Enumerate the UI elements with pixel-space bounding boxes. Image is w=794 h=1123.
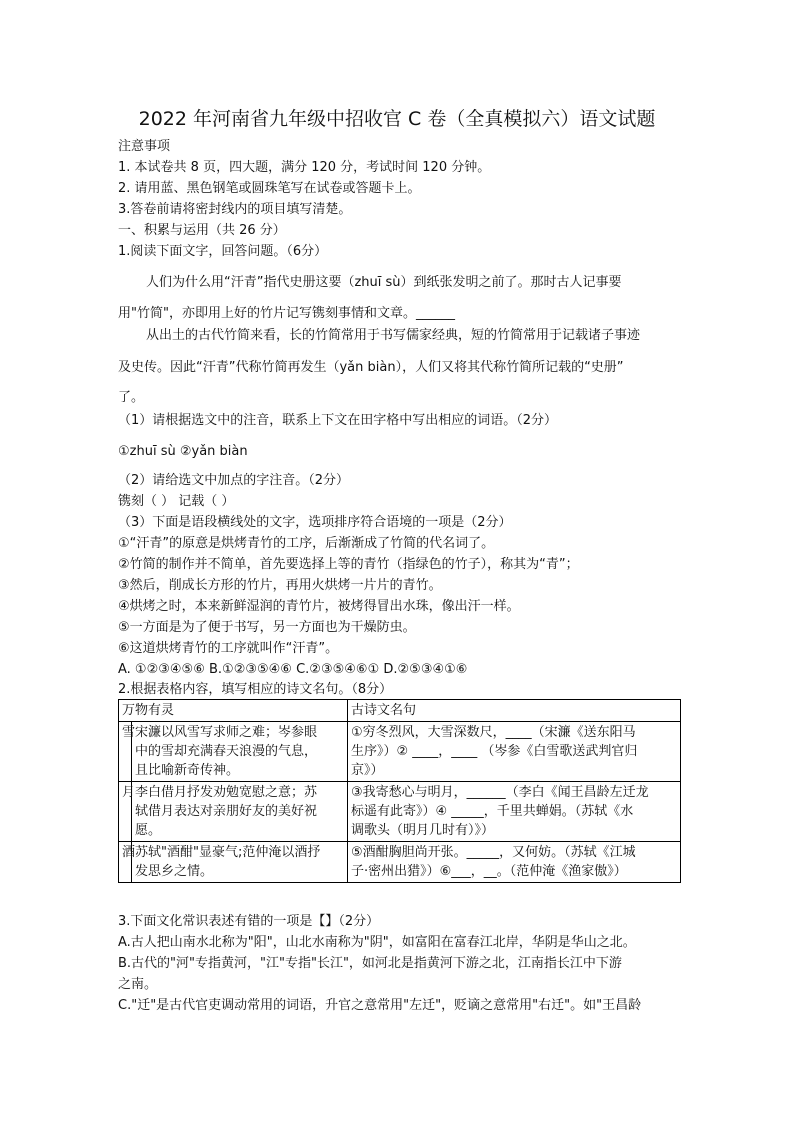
row-quote [348, 782, 681, 842]
row-category: 雪 [119, 722, 132, 782]
q1-sub2-items: 镌刻（ ） 记载（ ） [118, 494, 235, 509]
notice-item-2: 2. 请用蓝、黑色钢笔或圆珠笔写在试卷或答题卡上。 [118, 181, 421, 196]
q1-passage-line-1: 人们为什么用“汗青”指代史册这要（zhuī sù）到纸张发明之前了。那时古人记事要 [146, 275, 622, 290]
quote-line: 京》） [351, 763, 384, 778]
q1-sub3: （3）下面是语段横线处的文字，选项排序符合语境的一项是（2分） [118, 515, 512, 530]
q1-prompt: 1.阅读下面文字，回答问题。（6分） [118, 244, 328, 259]
desc-line: 李白借月抒发劝勉宽慰之意；苏 [135, 785, 318, 800]
q3-line-b: B.古代的"河"专指黄河，"江"专指"长江"，如河北是指黄河下游之北，江南指长江中下游 [118, 956, 622, 971]
notice-heading: 注意事项 [118, 139, 171, 154]
q1-passage-line-2: 用"竹简"，亦即用上好的竹片记写镌刻事情和文章。______ [118, 306, 455, 321]
notice-item-1: 1. 本试卷共 8 页，四大题，满分 120 分，考试时间 120 分钟。 [118, 160, 491, 175]
table-row [119, 782, 681, 842]
desc-line: 苏轼"酒酣"显豪气;范仲淹以酒抒 [135, 845, 321, 860]
desc-line: 中的雪却充满春天浪漫的气息， [135, 744, 318, 759]
quote-line: 标遥有此寄》）④ _____，千里共蝉娟。（苏轼《水 [351, 804, 634, 819]
row-description [132, 782, 348, 842]
row-category: 月 [119, 782, 132, 842]
q1-passage-line-3: 从出土的古代竹简来看，长的竹简常用于书写儒家经典，短的竹简常用于记载诸子事迹 [146, 328, 641, 343]
q1-option-4: ④烘烤之时，本来新鲜湿润的青竹片，被烤得冒出水珠，像出汗一样。 [118, 599, 520, 614]
q1-sub2: （2）请给选文中加点的字注音。（2分） [118, 473, 350, 488]
table-header-row [119, 700, 681, 722]
q1-option-5: ⑤一方面是为了便于书写，另一方面也为干燥防虫。 [118, 620, 416, 635]
row-category: 酒 [119, 842, 132, 883]
q1-choices: A. ①②③④⑤⑥ B.①②③⑤④⑥ C.②③⑤④⑥① D.②⑤③④①⑥ [118, 662, 468, 677]
notice-item-3: 3.答卷前请将密封线内的项目填写清楚。 [118, 202, 352, 217]
poem-table [118, 699, 681, 883]
row-quote [348, 842, 681, 883]
row-description [132, 842, 348, 883]
q3-line-a: A.古人把山南水北称为"阳"，山北水南称为"阴"，如富阳在富春江北岸，华阴是华山之北。 [118, 935, 636, 950]
table-row [119, 722, 681, 782]
header-cell-category: 万物有灵 [119, 700, 348, 722]
q2-prompt: 2.根据表格内容，填写相应的诗文名句。（8分） [118, 682, 393, 697]
q3-prompt: 3.下面文化常识表述有错的一项是【】（2分） [118, 914, 380, 929]
page-title: 2022 年河南省九年级中招收官 C 卷（全真模拟六）语文试题 [138, 108, 656, 130]
desc-line: 愿。 [135, 823, 162, 838]
row-quote [348, 722, 681, 782]
header-cell-quote: 古诗文名句 [348, 700, 681, 722]
q1-sub1: （1）请根据选文中的注音，联系上下文在田字格中写出相应的词语。（2分） [118, 413, 558, 428]
quote-line: ①穷冬烈风，大雪深数尺，____（宋濂《送东阳马 [351, 725, 636, 740]
desc-line: 且比喻新奇传神。 [135, 763, 240, 778]
table-row [119, 842, 681, 883]
quote-line: 子·密州出猎》）⑥___，__。（范仲淹《渔家傲》） [351, 864, 627, 879]
desc-line: 发思乡之情。 [135, 864, 214, 879]
section-heading: 一、积累与运用（共 26 分） [118, 223, 286, 238]
quote-line: 调歌头（明月几时有）》） [351, 823, 495, 838]
quote-line: ⑤酒酣胸胆尚开张。_____，又何妨。（苏轼《江城 [351, 845, 636, 860]
desc-line: 轼借月表达对亲朋好友的美好祝 [135, 804, 318, 819]
row-description [132, 722, 348, 782]
q1-option-3: ③然后，削成长方形的竹片，再用火烘烤一片片的青竹。 [118, 578, 442, 593]
q3-line-b-cont: 之南。 [118, 977, 158, 992]
q1-pinyin: ①zhuī sù ②yǎn biàn [118, 444, 248, 459]
q1-option-6: ⑥这道烘烤青竹的工序就叫作“汗青”。 [118, 641, 339, 656]
q1-passage-line-4: 及史传。因此“汗青”代称竹简再发生（yǎn biàn），人们又将其代称竹简所记载的“史册” [118, 360, 624, 375]
q1-option-1: ①“汗青”的原意是烘烤青竹的工序，后渐渐成了竹简的代名词了。 [118, 536, 495, 551]
q1-passage-line-5: 了。 [118, 390, 145, 405]
quote-line: 生序》）② ____，____ （岑参《白雪歌送武判官归 [351, 744, 638, 759]
desc-line: 宋濂以风雪写求师之难；岑参眼 [135, 725, 318, 740]
q3-line-c: C."迁"是古代官吏调动常用的词语，升官之意常用"左迁"，贬谪之意常用"右迁"。如"王昌龄 [118, 998, 642, 1013]
q1-option-2: ②竹简的制作并不简单，首先要选择上等的青竹（指绿色的竹子），称其为“青”； [118, 557, 579, 572]
quote-line: ③我寄愁心与明月，______（李白《闻王昌龄左迁龙 [351, 785, 649, 800]
